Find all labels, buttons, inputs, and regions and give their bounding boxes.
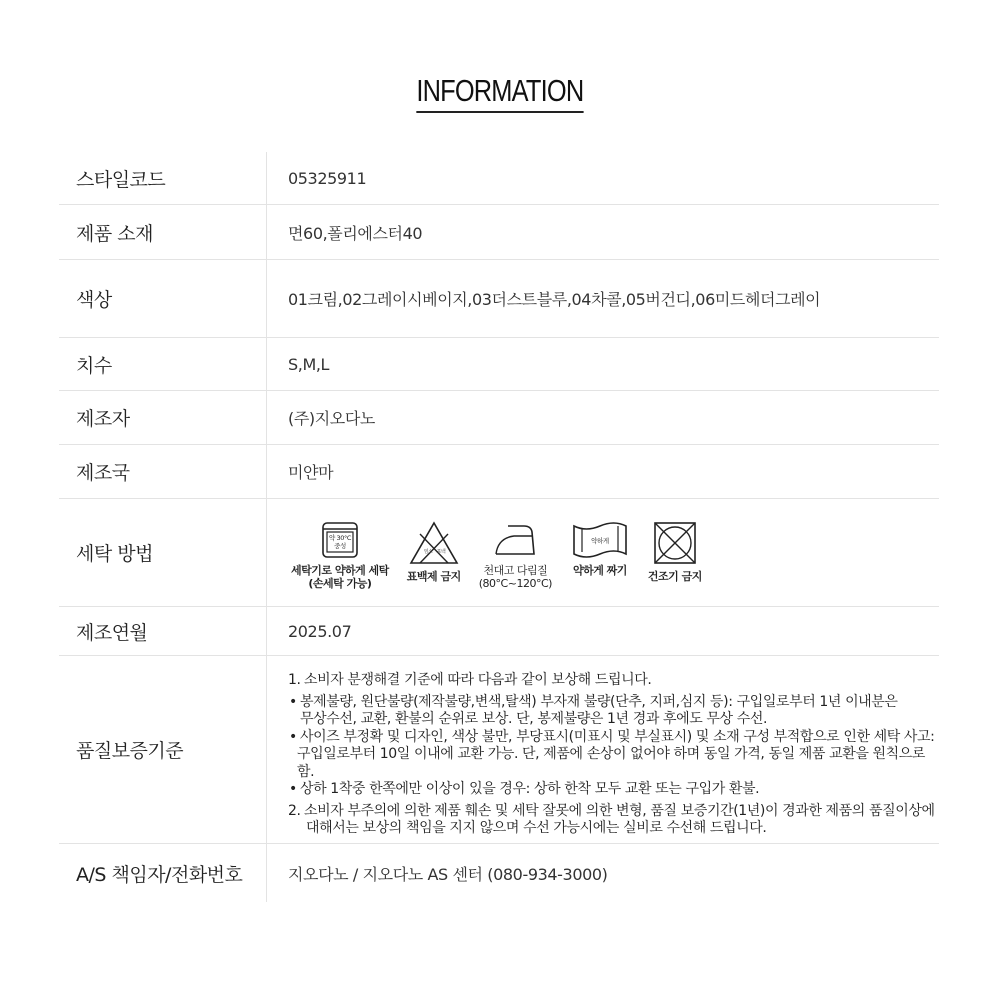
section1-heading: 소비자 분쟁해결 기준에 따라 다음과 같이 보상해 드립니다.	[304, 672, 652, 688]
value-quality	[267, 656, 939, 843]
row-washing	[59, 499, 939, 607]
section1-number: 1.	[288, 672, 301, 688]
row-style-code	[59, 152, 939, 205]
wash-caption2: (손세탁 가능)	[308, 576, 372, 590]
care-item-dryer	[648, 520, 702, 583]
bleach-caption: 표백제 금지	[406, 569, 461, 583]
bullet2-line1: 사이즈 부정확 및 디자인, 색상 불만, 부당표시(미표시 및 부실표시) 및 소재 구성 부적합으로 인한 세탁 사고:	[300, 728, 935, 745]
bullet3-line1: 상하 1착중 한쪽에만 이상이 있을 경우: 상하 한착 모두 교환 또는 구입가 환불.	[300, 781, 760, 797]
wash-tag2: 중성	[334, 541, 346, 550]
title-wrap	[0, 72, 1000, 113]
row-color	[59, 260, 939, 338]
value-material: 면60,폴리에스터40	[288, 223, 423, 243]
bleach-tag2: 표백	[436, 548, 446, 555]
value-maker: (주)지오다노	[288, 409, 375, 428]
no-bleach-icon	[408, 520, 460, 566]
label-as: A/S 책임자/전화번호	[59, 844, 267, 902]
quality-text: 1. 소비자 분쟁해결 기준에 따라 다음과 같이 보상해 드립니다. • 봉제불량, 원단불량(제작불량,변색,탈색) 부자재 불량(단추, 지퍼,심지 등): 구입일로부터 1년 이내분은 무상수선, 교환, 환불의 순위로 보상. 단, 봉제불량은 1년 경과 후에도 무상 수선. • 사이즈 부정확 및 디자인, 색상 불만, 부당표시(미표시 및 부실표시) 및 소재 구성 부적합으로 인한 세탁 사고: 구입일로부터 10일 이내에 교환 가능. 단, 제품에 손상이 없어야 하며 동일 가격, 동일 제품 교환을 원칙으로 함. • 상하 1착중 한쪽에만 이상이 있을 경우: 상하 한착 모두 교환 또는 구입가 환불. 2. 소비자 부주의에 의한 제품 훼손 및 세탁 잘못에 의한 변형, 품질 보증기간(1년)이 경과한 제품의 품질이상에 대해서는 보상의 책임을 지지 않으며 수선 가능시에는 실비로 수선해 드립니다.	[288, 656, 939, 852]
iron-caption2: (80°C~120°C)	[478, 576, 552, 590]
row-country	[59, 445, 939, 499]
bullet2-line2: 구입일로부터 10일 이내에 교환 가능. 단, 제품에 손상이 없어야 하며 동일 가격, 동일 제품 교환을 원칙으로 함.	[297, 746, 925, 780]
wash-tag: 약 30°C	[328, 533, 351, 542]
section2-line2: 대해서는 보상의 책임을 지지 않으며 수선 가능시에는 실비로 수선해 드립니다.	[306, 820, 767, 836]
value-washing	[267, 499, 939, 606]
value-date: 2025.07	[288, 621, 352, 641]
care-symbols	[291, 516, 720, 590]
row-quality	[59, 656, 939, 844]
info-table	[59, 152, 939, 902]
bullet1-line1: 봉제불량, 원단불량(제작불량,변색,탈색) 부자재 불량(단추, 지퍼,심지 등): 구입일로부터 1년 이내분은	[300, 693, 898, 710]
iron-icon	[492, 520, 538, 560]
bullet1-line2: 무상수선, 교환, 환불의 순위로 보상. 단, 봉제불량은 1년 경과 후에도 무상 수선.	[300, 711, 768, 727]
row-as	[59, 844, 939, 902]
value-as: 지오다노 / 지오다노 AS 센터 (080-934-3000)	[288, 864, 608, 884]
section2-line1: 소비자 부주의에 의한 제품 훼손 및 세탁 잘못에 의한 변형, 품질 보증기간(1년)이 경과한 제품의 품질이상에	[304, 802, 935, 819]
label-material: 제품 소재	[59, 205, 267, 259]
wring-gently-icon	[570, 520, 630, 560]
wash-tub-icon	[320, 520, 360, 560]
dryer-caption: 건조기 금지	[647, 569, 702, 583]
care-item-iron	[479, 520, 552, 590]
wring-caption: 약하게 짜기	[572, 563, 627, 577]
bleach-tag: 염소	[423, 548, 433, 555]
care-item-wash	[291, 520, 389, 590]
care-item-wring	[570, 520, 630, 577]
value-country: 미얀마	[288, 463, 334, 482]
label-maker: 제조자	[59, 391, 267, 444]
row-material	[59, 205, 939, 260]
section2-number: 2.	[288, 802, 301, 819]
row-date	[59, 607, 939, 656]
row-maker	[59, 391, 939, 445]
page-title: INFORMATION	[416, 72, 583, 113]
iron-caption: 천대고 다림질	[483, 563, 548, 577]
value-style-code: 05325911	[288, 168, 367, 188]
care-item-bleach	[407, 520, 461, 583]
wring-tag: 약하게	[591, 536, 609, 545]
row-size	[59, 338, 939, 391]
value-size: S,M,L	[288, 354, 330, 374]
value-color: 01크림,02그레이시베이지,03더스트블루,04차콜,05버건디,06미드헤더그레이	[288, 290, 821, 309]
label-color: 색상	[59, 260, 267, 337]
no-tumble-dry-icon	[652, 520, 698, 566]
label-washing: 세탁 방법	[59, 499, 267, 606]
label-country: 제조국	[59, 445, 267, 498]
label-quality: 품질보증기준	[59, 656, 267, 843]
label-style-code: 스타일코드	[59, 152, 267, 204]
wash-caption: 세탁기로 약하게 세탁	[291, 563, 389, 577]
label-size: 치수	[59, 338, 267, 390]
label-date: 제조연월	[59, 607, 267, 655]
